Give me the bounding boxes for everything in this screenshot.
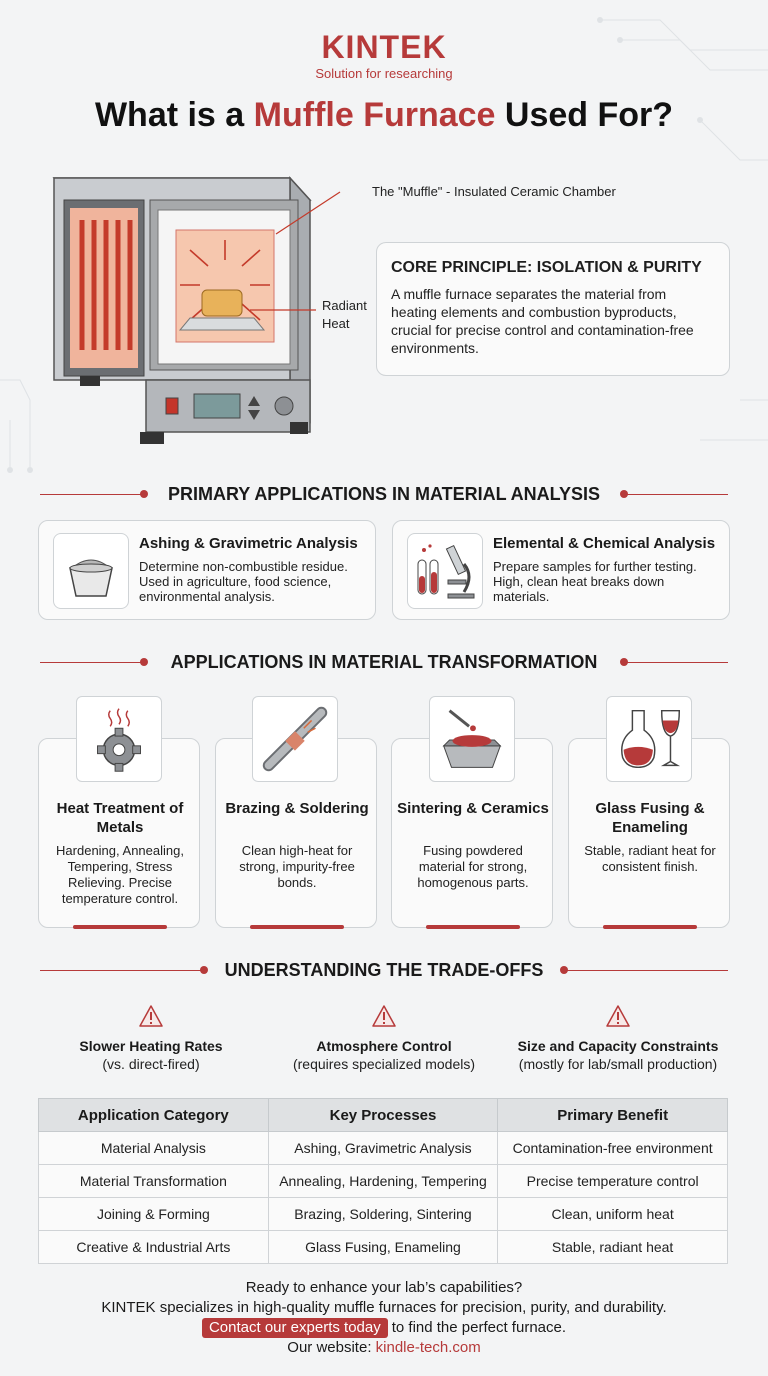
tradeoff-item — [26, 1004, 276, 1072]
accent-bar — [250, 925, 344, 929]
column-header: Key Processes — [268, 1099, 498, 1132]
table-cell: Contamination-free environment — [498, 1132, 728, 1165]
table-row — [39, 1132, 728, 1165]
tradeoff-title: Size and Capacity Constraints — [517, 1038, 719, 1054]
radiant-heat-label-line2: Heat — [322, 316, 350, 331]
analysis-card-desc: Prepare samples for further testing. High, clean heat breaks down materials. — [493, 559, 697, 604]
warning-icon — [371, 1004, 397, 1028]
muffle-furnace-illustration — [40, 170, 370, 460]
transformation-card-desc: Fusing powdered material for strong, homogenous parts. — [417, 843, 529, 890]
table-cell: Clean, uniform heat — [498, 1198, 728, 1231]
gear-heat-icon — [76, 696, 162, 782]
section-header-tradeoffs — [0, 958, 768, 982]
accent-bar — [603, 925, 697, 929]
footer-line1: Ready to enhance your lab’s capabilities? — [245, 1279, 523, 1296]
core-principle-body: A muffle furnace separates the material from heating elements and combustion byproducts, crucial for precise control and contamination-free environments. — [391, 286, 694, 356]
analysis-card-desc: Determine non-combustible residue. Used in agriculture, food science, environmental analysis. — [139, 559, 348, 604]
tradeoff-title: Slower Heating Rates — [79, 1038, 223, 1054]
section-header-analysis — [0, 482, 768, 506]
section-title-tradeoffs: UNDERSTANDING THE TRADE-OFFS — [224, 960, 544, 980]
table-cell: Precise temperature control — [498, 1165, 728, 1198]
website-label: Our website: — [287, 1339, 376, 1356]
footer-line2: KINTEK specializes in high-quality muffle furnaces for precision, purity, and durability. — [101, 1299, 667, 1316]
title-accent: Muffle Furnace — [253, 96, 496, 134]
tradeoff-sub: (requires specialized models) — [292, 1056, 476, 1072]
muffle-chamber-label: The "Muffle" - Insulated Ceramic Chamber — [372, 184, 616, 199]
table-row — [39, 1165, 728, 1198]
radiant-heat-label-line1: Radiant — [322, 298, 367, 313]
transformation-card-title: Heat Treatment of Metals — [56, 800, 184, 836]
transformation-card-desc: Stable, radiant heat for consistent finish. — [584, 843, 716, 874]
column-header: Primary Benefit — [498, 1099, 728, 1132]
transformation-card-desc: Clean high-heat for strong, impurity-free bonds. — [239, 843, 355, 890]
tradeoff-item — [259, 1004, 509, 1072]
kintek-logo: KINTEK — [321, 29, 447, 65]
analysis-card-title: Elemental & Chemical Analysis — [493, 535, 716, 552]
transformation-card-title: Brazing & Soldering — [225, 800, 369, 817]
table-cell: Creative & Industrial Arts — [39, 1231, 269, 1264]
footer-line3 — [0, 1318, 768, 1338]
accent-bar — [426, 925, 520, 929]
summary-table — [38, 1098, 728, 1264]
contact-experts-button[interactable]: Contact our experts today — [202, 1318, 388, 1338]
footer-website-line — [0, 1338, 768, 1358]
transformation-card-desc: Hardening, Annealing, Tempering, Stress Relieving. Precise temperature control. — [56, 843, 184, 906]
title-prefix: What is a — [94, 96, 254, 134]
table-cell: Material Analysis — [39, 1132, 269, 1165]
section-title-analysis: PRIMARY APPLICATIONS IN MATERIAL ANALYSIS — [167, 484, 601, 504]
analysis-card-elemental — [392, 520, 730, 620]
column-header: Application Category — [39, 1099, 269, 1132]
brand-header — [0, 30, 768, 81]
brand-tagline: Solution for researching — [315, 66, 453, 81]
table-cell: Glass Fusing, Enameling — [268, 1231, 498, 1264]
core-principle-box — [376, 242, 730, 376]
title-suffix: Used For? — [495, 96, 674, 134]
core-principle-title: CORE PRINCIPLE: ISOLATION & PURITY — [391, 259, 702, 276]
tradeoff-sub: (vs. direct-fired) — [102, 1056, 200, 1072]
transformation-card-title: Sintering & Ceramics — [397, 800, 549, 817]
transformation-card-title: Glass Fusing & Enameling — [595, 800, 705, 836]
analysis-card-ashing — [38, 520, 376, 620]
microscope-icon — [407, 533, 483, 609]
table-cell: Annealing, Hardening, Tempering — [268, 1165, 498, 1198]
tradeoff-item — [493, 1004, 743, 1072]
table-cell: Brazing, Soldering, Sintering — [268, 1198, 498, 1231]
powder-tray-icon — [429, 696, 515, 782]
glassware-icon — [606, 696, 692, 782]
page-title — [0, 96, 768, 135]
warning-icon — [605, 1004, 631, 1028]
table-row — [39, 1198, 728, 1231]
pipe-joint-icon — [252, 696, 338, 782]
section-title-transformation: APPLICATIONS IN MATERIAL TRANSFORMATION — [170, 652, 598, 672]
section-header-transformation — [0, 650, 768, 674]
table-header-row — [39, 1099, 728, 1132]
accent-bar — [73, 925, 167, 929]
analysis-card-title: Ashing & Gravimetric Analysis — [139, 535, 358, 552]
table-row — [39, 1231, 728, 1264]
table-cell: Joining & Forming — [39, 1198, 269, 1231]
tradeoff-title: Atmosphere Control — [316, 1038, 452, 1054]
table-cell: Material Transformation — [39, 1165, 269, 1198]
warning-icon — [138, 1004, 164, 1028]
footer — [0, 1278, 768, 1358]
tradeoff-sub: (mostly for lab/small production) — [518, 1056, 718, 1072]
crucible-icon — [53, 533, 129, 609]
table-cell: Stable, radiant heat — [498, 1231, 728, 1264]
table-cell: Ashing, Gravimetric Analysis — [268, 1132, 498, 1165]
footer-line3-text: to find the perfect furnace. — [391, 1319, 567, 1336]
website-link[interactable]: kindle-tech.com — [375, 1339, 481, 1356]
